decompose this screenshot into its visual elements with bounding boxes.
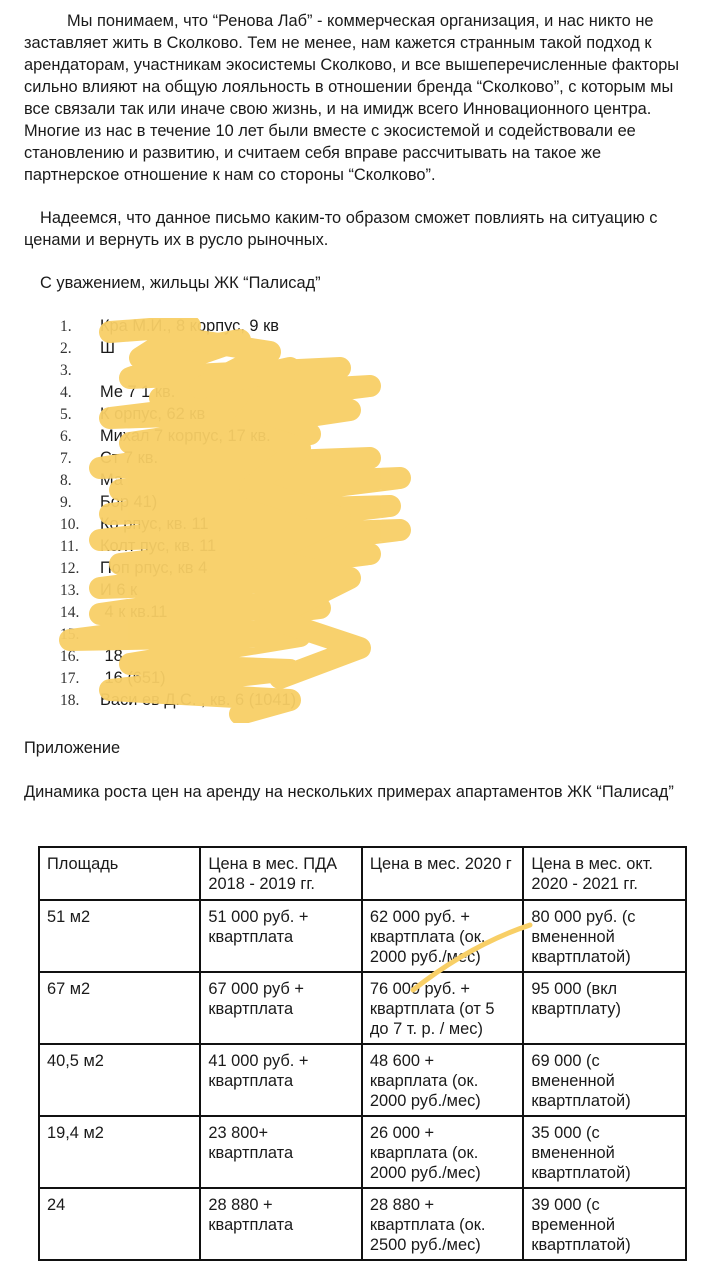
header-cell: Цена в мес. окт. 2020 - 2021 гг. — [523, 847, 686, 900]
list-item — [60, 447, 296, 469]
table-cell: 67 000 руб + квартплата — [200, 972, 361, 1044]
list-item-number: 15. — [60, 626, 80, 643]
list-item-number: 8. — [60, 472, 72, 489]
list-item — [60, 601, 296, 623]
list-item-text: Поп рпус, кв 4 — [100, 559, 208, 577]
table-cell: 51 м2 — [39, 900, 200, 972]
table-row — [39, 1188, 686, 1260]
table-cell: 76 000 руб. + квартплата (от 5 до 7 т. р. / мес) — [362, 972, 523, 1044]
price-table — [38, 846, 687, 1261]
list-item-number: 4. — [60, 384, 72, 401]
list-item — [60, 689, 296, 711]
list-item — [60, 557, 296, 579]
table-cell: 28 880 + квартплата (ок. 2500 руб./мес) — [362, 1188, 523, 1260]
list-item-text: 4 к кв.11 — [100, 603, 168, 621]
list-item-text: Колт пус, кв. 11 — [100, 537, 217, 555]
table-cell: 51 000 руб. + квартплата — [200, 900, 361, 972]
letter-paragraph-2-text: Надеемся, что данное письмо каким-то образом сможет повлиять на ситуацию с ценами и вернуть их в русло рыночных. — [24, 209, 658, 249]
list-item-text: К орпус, 62 кв — [100, 405, 206, 423]
list-item-number: 18. — [60, 692, 80, 709]
table-cell: 80 000 руб. (с вмененной квартплатой) — [523, 900, 686, 972]
table-cell: 39 000 (с временной квартплатой) — [523, 1188, 686, 1260]
list-item-text: Ш — [100, 339, 116, 357]
list-item-text: Ст 7 кв. — [100, 449, 158, 467]
list-item-number: 11. — [60, 538, 79, 555]
list-item-number: 6. — [60, 428, 72, 445]
list-item-number: 1. — [60, 318, 72, 335]
list-item — [60, 425, 296, 447]
header-cell: Цена в мес. 2020 г — [362, 847, 523, 900]
list-item-text: Бор 41) — [100, 493, 158, 511]
list-item-text: Васи ев Д.С. , кв. 6 (1041) — [100, 691, 297, 709]
list-item-text: Ме 7 1 кв. — [100, 383, 176, 401]
table-cell: 35 000 (с вмененной квартплатой) — [523, 1116, 686, 1188]
list-item-text: Михал 7 корпус, 17 кв. — [100, 427, 271, 445]
table-cell: 24 — [39, 1188, 200, 1260]
list-item-number: 14. — [60, 604, 80, 621]
residents-list — [60, 315, 296, 711]
letter-paragraph-1 — [24, 10, 696, 186]
table-row — [39, 972, 686, 1044]
table-cell: 67 м2 — [39, 972, 200, 1044]
list-item — [60, 623, 296, 645]
table-cell: 23 800+ квартплата — [200, 1116, 361, 1188]
list-item-text: Ко рпус, кв. 11 — [100, 515, 209, 533]
list-item-number: 2. — [60, 340, 72, 357]
header-cell: Площадь — [39, 847, 200, 900]
table-cell: 40,5 м2 — [39, 1044, 200, 1116]
table-cell: 69 000 (с вмененной квартплатой) — [523, 1044, 686, 1116]
table-cell: 48 600 + кварплата (ок. 2000 руб./мес) — [362, 1044, 523, 1116]
table-cell: 28 880 + квартплата — [200, 1188, 361, 1260]
list-item — [60, 645, 296, 667]
list-item — [60, 381, 296, 403]
list-item-number: 12. — [60, 560, 80, 577]
list-item — [60, 667, 296, 689]
list-item — [60, 359, 296, 381]
list-item-number: 13. — [60, 582, 80, 599]
list-item — [60, 469, 296, 491]
list-item — [60, 315, 296, 337]
table-row — [39, 1044, 686, 1116]
list-item — [60, 513, 296, 535]
header-cell: Цена в мес. ПДА 2018 - 2019 гг. — [200, 847, 361, 900]
list-item-text: И 6 к — [100, 581, 138, 599]
list-item-number: 5. — [60, 406, 72, 423]
list-item-number: 16. — [60, 648, 80, 665]
list-item-text: Кра М.И., 8 корпус, 9 кв — [100, 317, 279, 335]
list-item-number: 9. — [60, 494, 72, 511]
table-cell: 62 000 руб. + квартплата (ок. 2000 руб./мес) — [362, 900, 523, 972]
table-header-row — [39, 847, 686, 900]
list-item-number: 3. — [60, 362, 72, 379]
table-cell: 26 000 + кварплата (ок. 2000 руб./мес) — [362, 1116, 523, 1188]
table-cell: 95 000 (вкл квартплату) — [523, 972, 686, 1044]
list-item — [60, 491, 296, 513]
list-item — [60, 337, 296, 359]
table-row — [39, 900, 686, 972]
table-caption: Динамика роста цен на аренду на нескольких примерах апартаментов ЖК “Палисад” — [24, 783, 674, 801]
list-item — [60, 535, 296, 557]
list-item — [60, 403, 296, 425]
letter-paragraph-1-text: Мы понимаем, что “Ренова Лаб” - коммерческая организация, и нас никто не заставляет жить в Сколково. Тем не менее, нам кажется странным такой подход к арендаторам, участникам экосистемы Сколково, и все вышеперечисленные факторы сильно влияют на общую лояльность в отношении бренда “Сколково”, с которым мы все связали так или иначе свою жизнь, и на имидж всего Инновационного центра. Многие из нас в течение 10 лет были вместе с экосистемой и содействовали ее становлению и развитию, и считаем себя вправе рассчитывать на такое же партнерское отношение к нам со стороны “Сколково”. — [24, 12, 680, 184]
list-item-text: 18 — [100, 647, 123, 665]
appendix-label: Приложение — [24, 739, 121, 757]
list-item-number: 17. — [60, 670, 80, 687]
list-item-text: 16 (651) — [100, 669, 166, 687]
table-cell: 41 000 руб. + квартплата — [200, 1044, 361, 1116]
list-item-text: Ма — [100, 471, 123, 489]
list-item — [60, 579, 296, 601]
signoff: С уважением, жильцы ЖК “Палисад” — [40, 274, 321, 292]
table-cell: 19,4 м2 — [39, 1116, 200, 1188]
table-row — [39, 1116, 686, 1188]
list-item-number: 7. — [60, 450, 72, 467]
letter-paragraph-2 — [24, 207, 696, 251]
list-item-number: 10. — [60, 516, 80, 533]
